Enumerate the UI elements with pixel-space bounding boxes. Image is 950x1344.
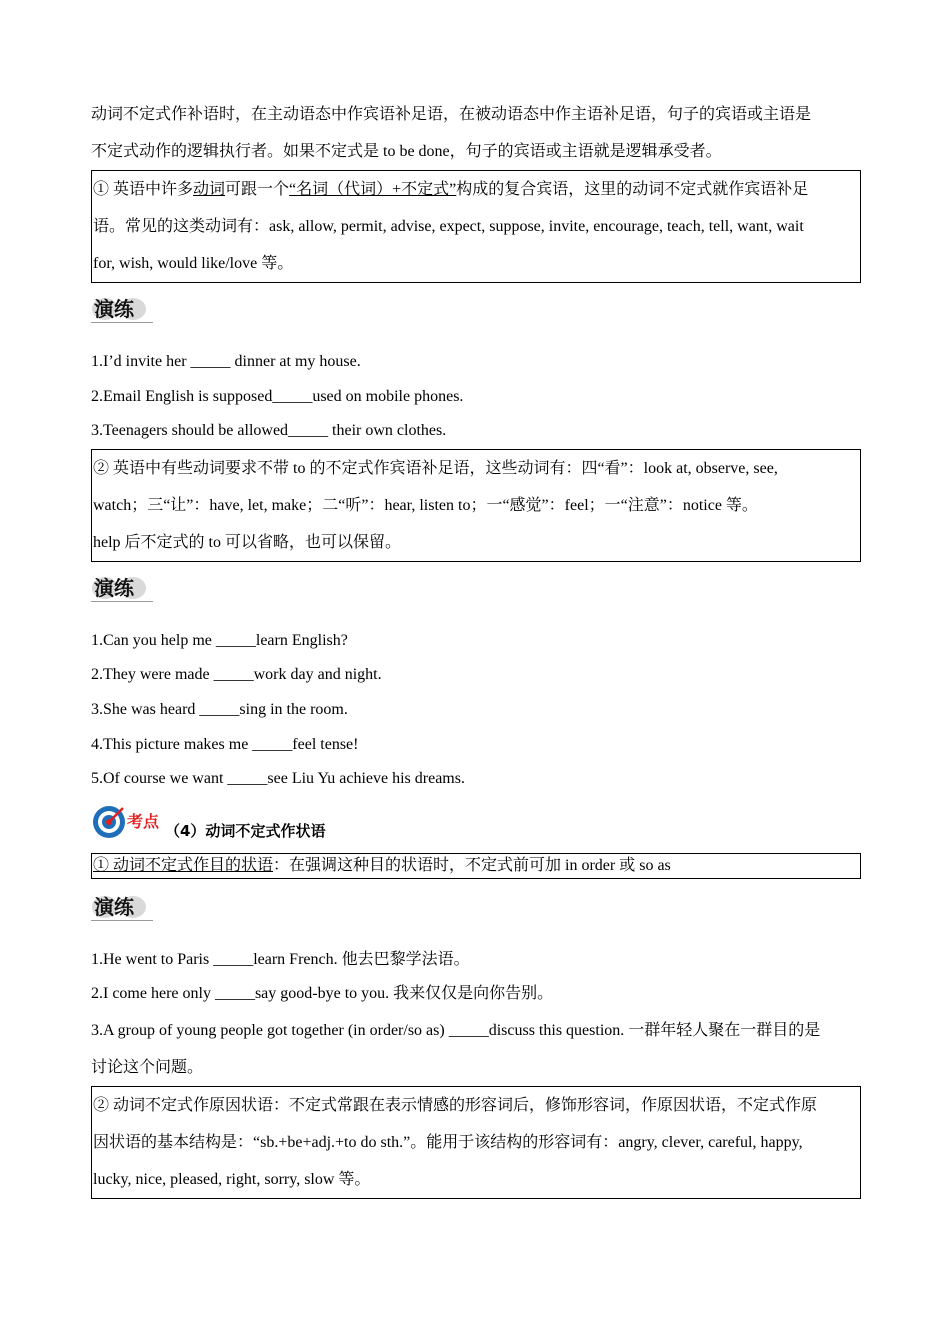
kaodian-icon-label: 考点 <box>127 811 160 831</box>
practice-badge-icon <box>91 894 153 920</box>
intro-line-2: 不定式动作的逻辑执行者。如果不定式是 to be done，句子的宾语或主语就是逻辑承受者。 <box>91 143 722 160</box>
exercise-3-item: 2.I come here only _____say good-bye to you. 我来仅仅是向你告别。 <box>91 985 554 1003</box>
exercise-2-item: 3.She was heard _____sing in the room. <box>91 700 348 718</box>
rule-box-4 <box>91 1086 861 1199</box>
exercise-1-item: 1.I’d invite her _____ dinner at my house. <box>91 353 361 370</box>
exercise-2-item: 2.They were made _____work day and night. <box>91 666 382 684</box>
exercise-3-item: 1.He went to Paris _____learn French. 他去巴黎学法语。 <box>91 950 470 968</box>
practice-badge-label: 演练 <box>94 894 134 919</box>
exercise-2-item: 1.Can you help me _____learn English? <box>91 631 348 649</box>
practice-badge-label: 演练 <box>94 575 134 600</box>
rule-box-1-line-3: for, wish, would like/love 等。 <box>93 255 294 272</box>
rule-box-2-line-2: watch；三“让”：have, let, make；二“听”：hear, listen to；一“感觉”：feel；一“注意”：notice 等。 <box>93 496 758 514</box>
rule-box-1 <box>91 170 861 283</box>
rule-box-3-line: ① 动词不定式作目的状语：在强调这种目的状语时，不定式前可加 in order 或 so as <box>93 856 671 874</box>
target-icon <box>91 802 165 842</box>
intro-line-1: 动词不定式作补语时，在主动语态中作宾语补足语，在被动语态中作主语补足语，句子的宾语或主语是 <box>91 106 812 123</box>
rule-box-4-line-2: 因状语的基本结构是：“sb.+be+adj.+to do sth.”。能用于该结构的形容词有：angry, clever, careful, happy, <box>93 1133 803 1151</box>
rule-box-2 <box>91 449 861 562</box>
practice-badge-label: 演练 <box>94 297 134 321</box>
practice-badge <box>91 879 861 921</box>
practice-badge <box>91 562 861 602</box>
exercise-1-item: 3.Teenagers should be allowed_____ their own clothes. <box>91 422 447 440</box>
rule-box-2-line-1: ② 英语中有些动词要求不带 to 的不定式作宾语补足语，这些动词有：四“看”：look at, observe, see, <box>93 459 778 477</box>
exercise-2-item: 5.Of course we want _____see Liu Yu achieve his dreams. <box>91 770 465 788</box>
exercise-1-item: 2.Email English is supposed_____used on mobile phones. <box>91 387 464 405</box>
rule-box-2-line-3: help 后不定式的 to 可以省略，也可以保留。 <box>93 533 401 551</box>
practice-badge <box>91 283 861 323</box>
section-title: （4）动词不定式作状语 <box>165 822 326 841</box>
rule-box-4-line-1: ② 动词不定式作原因状语：不定式常跟在表示情感的形容词后，修饰形容词，作原因状语，不定式作原 <box>93 1096 818 1114</box>
rule-box-1-line-2: 语。常见的这类动词有：ask, allow, permit, advise, expect, suppose, invite, encourage, teach, tell, want, wait <box>93 218 804 235</box>
rule-box-4-line-3: lucky, nice, pleased, right, sorry, slow 等。 <box>93 1170 371 1188</box>
rule-box-1-line-1: ① 英语中许多动词可跟一个“名词（代词）+不定式”构成的复合宾语，这里的动词不定式就作宾语补足 <box>93 181 809 198</box>
exercise-2-item: 4.This picture makes me _____feel tense! <box>91 735 359 753</box>
rule-box-3 <box>91 853 861 879</box>
exercise-3-item: 3.A group of young people got together (in order/so as) _____discuss this question. 一群年轻人聚在一群目的是 <box>91 1021 821 1039</box>
practice-badge-icon <box>91 575 153 601</box>
document-page <box>91 96 861 1199</box>
practice-badge-icon <box>91 296 153 322</box>
exercise-3-item: 讨论这个问题。 <box>91 1058 204 1076</box>
kaodian-heading <box>91 797 861 847</box>
